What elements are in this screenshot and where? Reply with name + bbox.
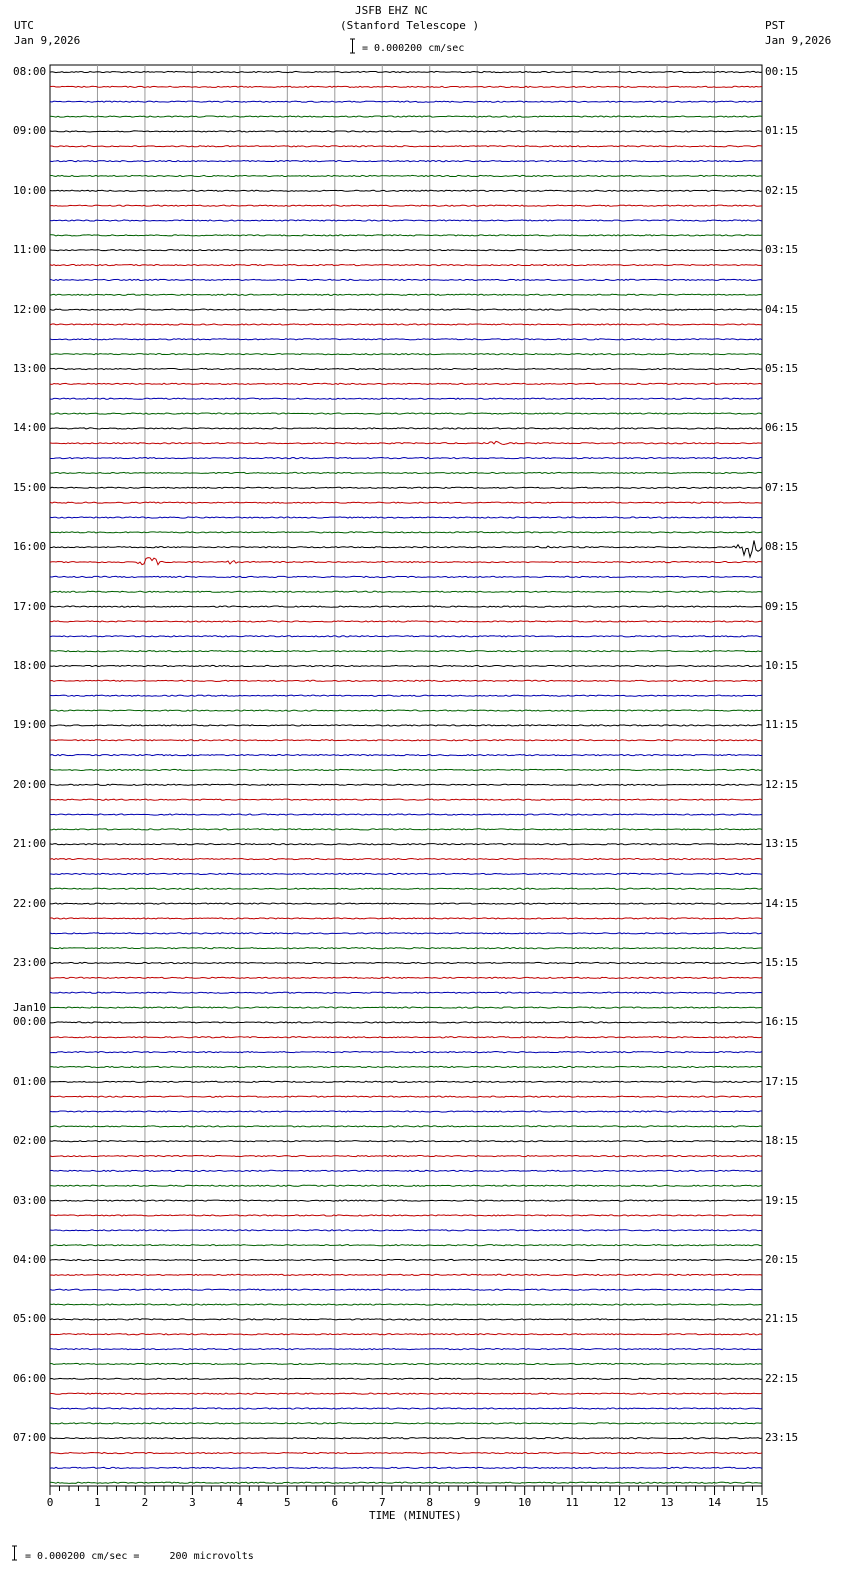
seismic-trace — [50, 665, 762, 666]
pst-hour-label: 14:15 — [765, 896, 799, 910]
seismic-trace — [50, 86, 762, 87]
pst-hour-label: 11:15 — [765, 718, 799, 732]
utc-hour-label: 12:00 — [13, 302, 47, 316]
x-tick-label: 6 — [331, 1496, 339, 1509]
seismic-trace — [50, 1066, 762, 1067]
pst-hour-label: 03:15 — [765, 243, 799, 257]
seismic-trace — [50, 279, 762, 280]
seismic-trace — [50, 1423, 762, 1424]
seismic-trace — [50, 903, 762, 904]
seismic-trace — [50, 1467, 762, 1468]
x-tick-label: 2 — [141, 1496, 149, 1509]
pst-hour-label: 22:15 — [765, 1371, 799, 1385]
seismic-trace — [50, 710, 762, 711]
seismic-trace — [50, 858, 762, 859]
seismic-trace — [50, 1319, 762, 1320]
utc-hour-label: 18:00 — [13, 659, 47, 672]
seismic-trace — [50, 1259, 762, 1260]
seismic-trace — [50, 1096, 762, 1097]
seismic-trace — [50, 1230, 762, 1231]
seismic-trace — [50, 413, 762, 414]
seismic-trace — [50, 1274, 762, 1275]
utc-hour-label: 06:00 — [13, 1371, 47, 1385]
seismic-trace — [50, 1111, 762, 1112]
seismic-trace — [50, 339, 762, 340]
utc-hour-label: 09:00 — [13, 124, 47, 138]
pst-hour-label: 00:15 — [765, 65, 799, 78]
utc-zone-label: UTC — [14, 19, 34, 32]
seismic-trace — [50, 1200, 762, 1201]
seismic-trace — [50, 636, 762, 637]
plot-frame — [50, 65, 762, 1486]
seismic-trace — [50, 101, 762, 102]
x-axis-title: TIME (MINUTES) — [369, 1509, 462, 1522]
pst-hour-label: 09:15 — [765, 599, 799, 613]
seismic-trace — [50, 250, 762, 251]
pst-hour-label: 20:15 — [765, 1253, 799, 1266]
seismic-trace — [50, 918, 762, 919]
seismic-trace — [50, 190, 762, 191]
utc-hour-label: 05:00 — [13, 1312, 47, 1326]
seismic-trace — [50, 517, 762, 518]
utc-hour-label: 07:00 — [13, 1431, 47, 1445]
seismic-trace — [50, 220, 762, 221]
seismic-trace — [50, 458, 762, 459]
x-tick-label: 3 — [189, 1496, 196, 1509]
seismic-trace — [50, 873, 762, 874]
seismic-trace — [50, 428, 762, 429]
seismic-trace — [50, 1245, 762, 1246]
x-tick-label: 11 — [565, 1496, 579, 1509]
utc-hour-label: 13:00 — [13, 362, 47, 375]
seismic-trace — [50, 784, 762, 785]
seismic-trace — [50, 383, 762, 384]
seismic-trace — [50, 1393, 762, 1394]
pst-hour-label: 07:15 — [765, 480, 799, 494]
seismic-trace — [50, 1141, 762, 1142]
seismic-trace — [50, 1482, 762, 1483]
seismic-trace — [50, 829, 762, 830]
seismic-trace — [50, 1170, 762, 1171]
pst-date-label: Jan 9,2026 — [765, 34, 832, 47]
seismic-trace — [50, 398, 762, 399]
seismic-trace — [50, 1052, 762, 1053]
seismic-trace — [50, 294, 762, 295]
seismic-trace — [50, 1378, 762, 1379]
x-tick-label: 8 — [426, 1496, 434, 1509]
seismic-trace — [50, 1022, 762, 1023]
footer-scale-note: = 0.000200 cm/sec = 200 microvolts — [25, 1551, 254, 1562]
seismic-trace — [50, 948, 762, 949]
utc-hour-label: 21:00 — [13, 837, 47, 851]
seismic-trace — [50, 71, 762, 72]
seismic-trace — [50, 540, 762, 557]
seismic-trace — [50, 621, 762, 622]
x-tick-label: 14 — [707, 1496, 722, 1509]
utc-hour-label: 20:00 — [13, 777, 47, 791]
seismic-trace — [50, 205, 762, 206]
seismic-trace — [50, 1289, 762, 1290]
x-tick-label: 4 — [236, 1496, 244, 1509]
scale-label: = 0.000200 cm/sec — [362, 43, 465, 54]
seismic-trace — [50, 888, 762, 889]
utc-hour-label: 19:00 — [13, 718, 47, 732]
seismic-trace — [50, 606, 762, 607]
seismic-trace — [50, 933, 762, 934]
seismic-trace — [50, 1304, 762, 1305]
utc-hour-label: 22:00 — [13, 896, 47, 910]
seismic-trace — [50, 1363, 762, 1364]
pst-zone-label: PST — [765, 19, 785, 32]
utc-hour-label: 02:00 — [13, 1134, 47, 1148]
x-tick-label: 13 — [660, 1496, 674, 1509]
seismic-trace — [50, 992, 762, 993]
time-axis — [47, 1486, 769, 1509]
x-tick-label: 7 — [378, 1496, 386, 1509]
seismic-trace — [50, 1126, 762, 1127]
seismic-trace — [50, 576, 762, 577]
seismic-trace — [50, 441, 762, 444]
utc-hour-label: 11:00 — [13, 243, 47, 257]
pst-hour-label: 10:15 — [765, 659, 799, 672]
x-tick-label: 10 — [518, 1496, 532, 1509]
utc-hour-label: 17:00 — [13, 599, 47, 613]
pst-hour-label: 23:15 — [765, 1431, 799, 1445]
seismic-trace — [50, 1438, 762, 1439]
seismic-trace — [50, 1334, 762, 1335]
seismic-trace — [50, 235, 762, 236]
seismic-trace — [50, 558, 762, 565]
seismic-trace — [50, 324, 762, 325]
utc-hour-label: 14:00 — [13, 421, 47, 435]
x-tick-label: 12 — [612, 1496, 627, 1509]
seismic-trace — [50, 769, 762, 770]
pst-hour-label: 04:15 — [765, 302, 799, 316]
seismic-trace — [50, 1081, 762, 1082]
x-tick-label: 9 — [473, 1496, 481, 1509]
seismic-trace — [50, 814, 762, 815]
utc-hour-label: 01:00 — [13, 1074, 47, 1088]
seismic-trace — [50, 1185, 762, 1186]
seismic-trace — [50, 755, 762, 756]
seismic-trace — [50, 472, 762, 473]
seismic-trace — [50, 725, 762, 726]
seismic-trace — [50, 695, 762, 696]
seismic-trace — [50, 1155, 762, 1156]
x-tick-label: 1 — [94, 1496, 101, 1509]
seismic-trace — [50, 309, 762, 310]
x-tick-label: 5 — [284, 1496, 291, 1509]
utc-hour-label: 00:00 — [13, 1015, 47, 1029]
seismic-trace — [50, 1215, 762, 1216]
pst-hour-label: 19:15 — [765, 1193, 799, 1207]
seismic-trace — [50, 116, 762, 117]
pst-hour-label: 18:15 — [765, 1134, 799, 1148]
seismic-trace — [50, 131, 762, 132]
seismic-trace — [50, 354, 762, 355]
seismic-trace — [50, 680, 762, 681]
x-tick-label: 15 — [755, 1496, 769, 1509]
pst-hour-label: 17:15 — [765, 1074, 799, 1088]
seismic-trace — [50, 502, 762, 503]
seismic-trace — [50, 368, 762, 369]
seismic-trace — [50, 1408, 762, 1409]
utc-hour-label: 10:00 — [13, 183, 47, 197]
utc-hour-label: 15:00 — [13, 480, 47, 494]
telescope-subtitle: (Stanford Telescope ) — [340, 19, 480, 32]
utc-date-label: Jan 9,2026 — [14, 34, 81, 47]
pst-hour-label: 02:15 — [765, 183, 799, 197]
seismic-trace — [50, 1037, 762, 1038]
pst-hour-label: 15:15 — [765, 956, 799, 969]
utc-hour-label: 08:00 — [13, 65, 47, 78]
utc-hour-label: 04:00 — [13, 1253, 47, 1266]
utc-hour-label: 23:00 — [13, 956, 47, 969]
scale-bar-icon — [350, 39, 355, 53]
footer-scale-bar-icon — [12, 1546, 17, 1560]
x-tick-label: 0 — [46, 1496, 54, 1509]
seismic-trace — [50, 962, 762, 963]
seismic-trace — [50, 799, 762, 800]
seismic-trace — [50, 1452, 762, 1453]
seismic-trace — [50, 146, 762, 147]
seismic-trace — [50, 977, 762, 978]
utc-date-change-label: Jan10 — [13, 1001, 47, 1015]
pst-hour-label: 06:15 — [765, 421, 799, 435]
seismic-trace — [50, 591, 762, 592]
pst-hour-label: 12:15 — [765, 777, 799, 791]
pst-hour-label: 08:15 — [765, 540, 799, 554]
seismic-trace — [50, 175, 762, 176]
seismic-trace — [50, 1349, 762, 1350]
seismic-trace — [50, 264, 762, 265]
seismic-trace — [50, 532, 762, 533]
pst-hour-label: 01:15 — [765, 124, 799, 138]
seismic-traces — [50, 71, 762, 1483]
pst-hour-label: 21:15 — [765, 1312, 799, 1326]
utc-hour-label: 16:00 — [13, 540, 47, 554]
seismic-trace — [50, 844, 762, 845]
pst-hour-label: 13:15 — [765, 837, 799, 851]
seismic-trace — [50, 1007, 762, 1008]
plot-grid — [50, 65, 762, 1486]
seismic-trace — [50, 651, 762, 652]
utc-hour-label: 03:00 — [13, 1193, 47, 1207]
seismic-trace — [50, 740, 762, 741]
pst-hour-label: 05:15 — [765, 362, 799, 375]
seismic-trace — [50, 161, 762, 162]
pst-hour-label: 16:15 — [765, 1015, 799, 1029]
seismic-trace — [50, 487, 762, 488]
station-title: JSFB EHZ NC — [355, 4, 428, 17]
